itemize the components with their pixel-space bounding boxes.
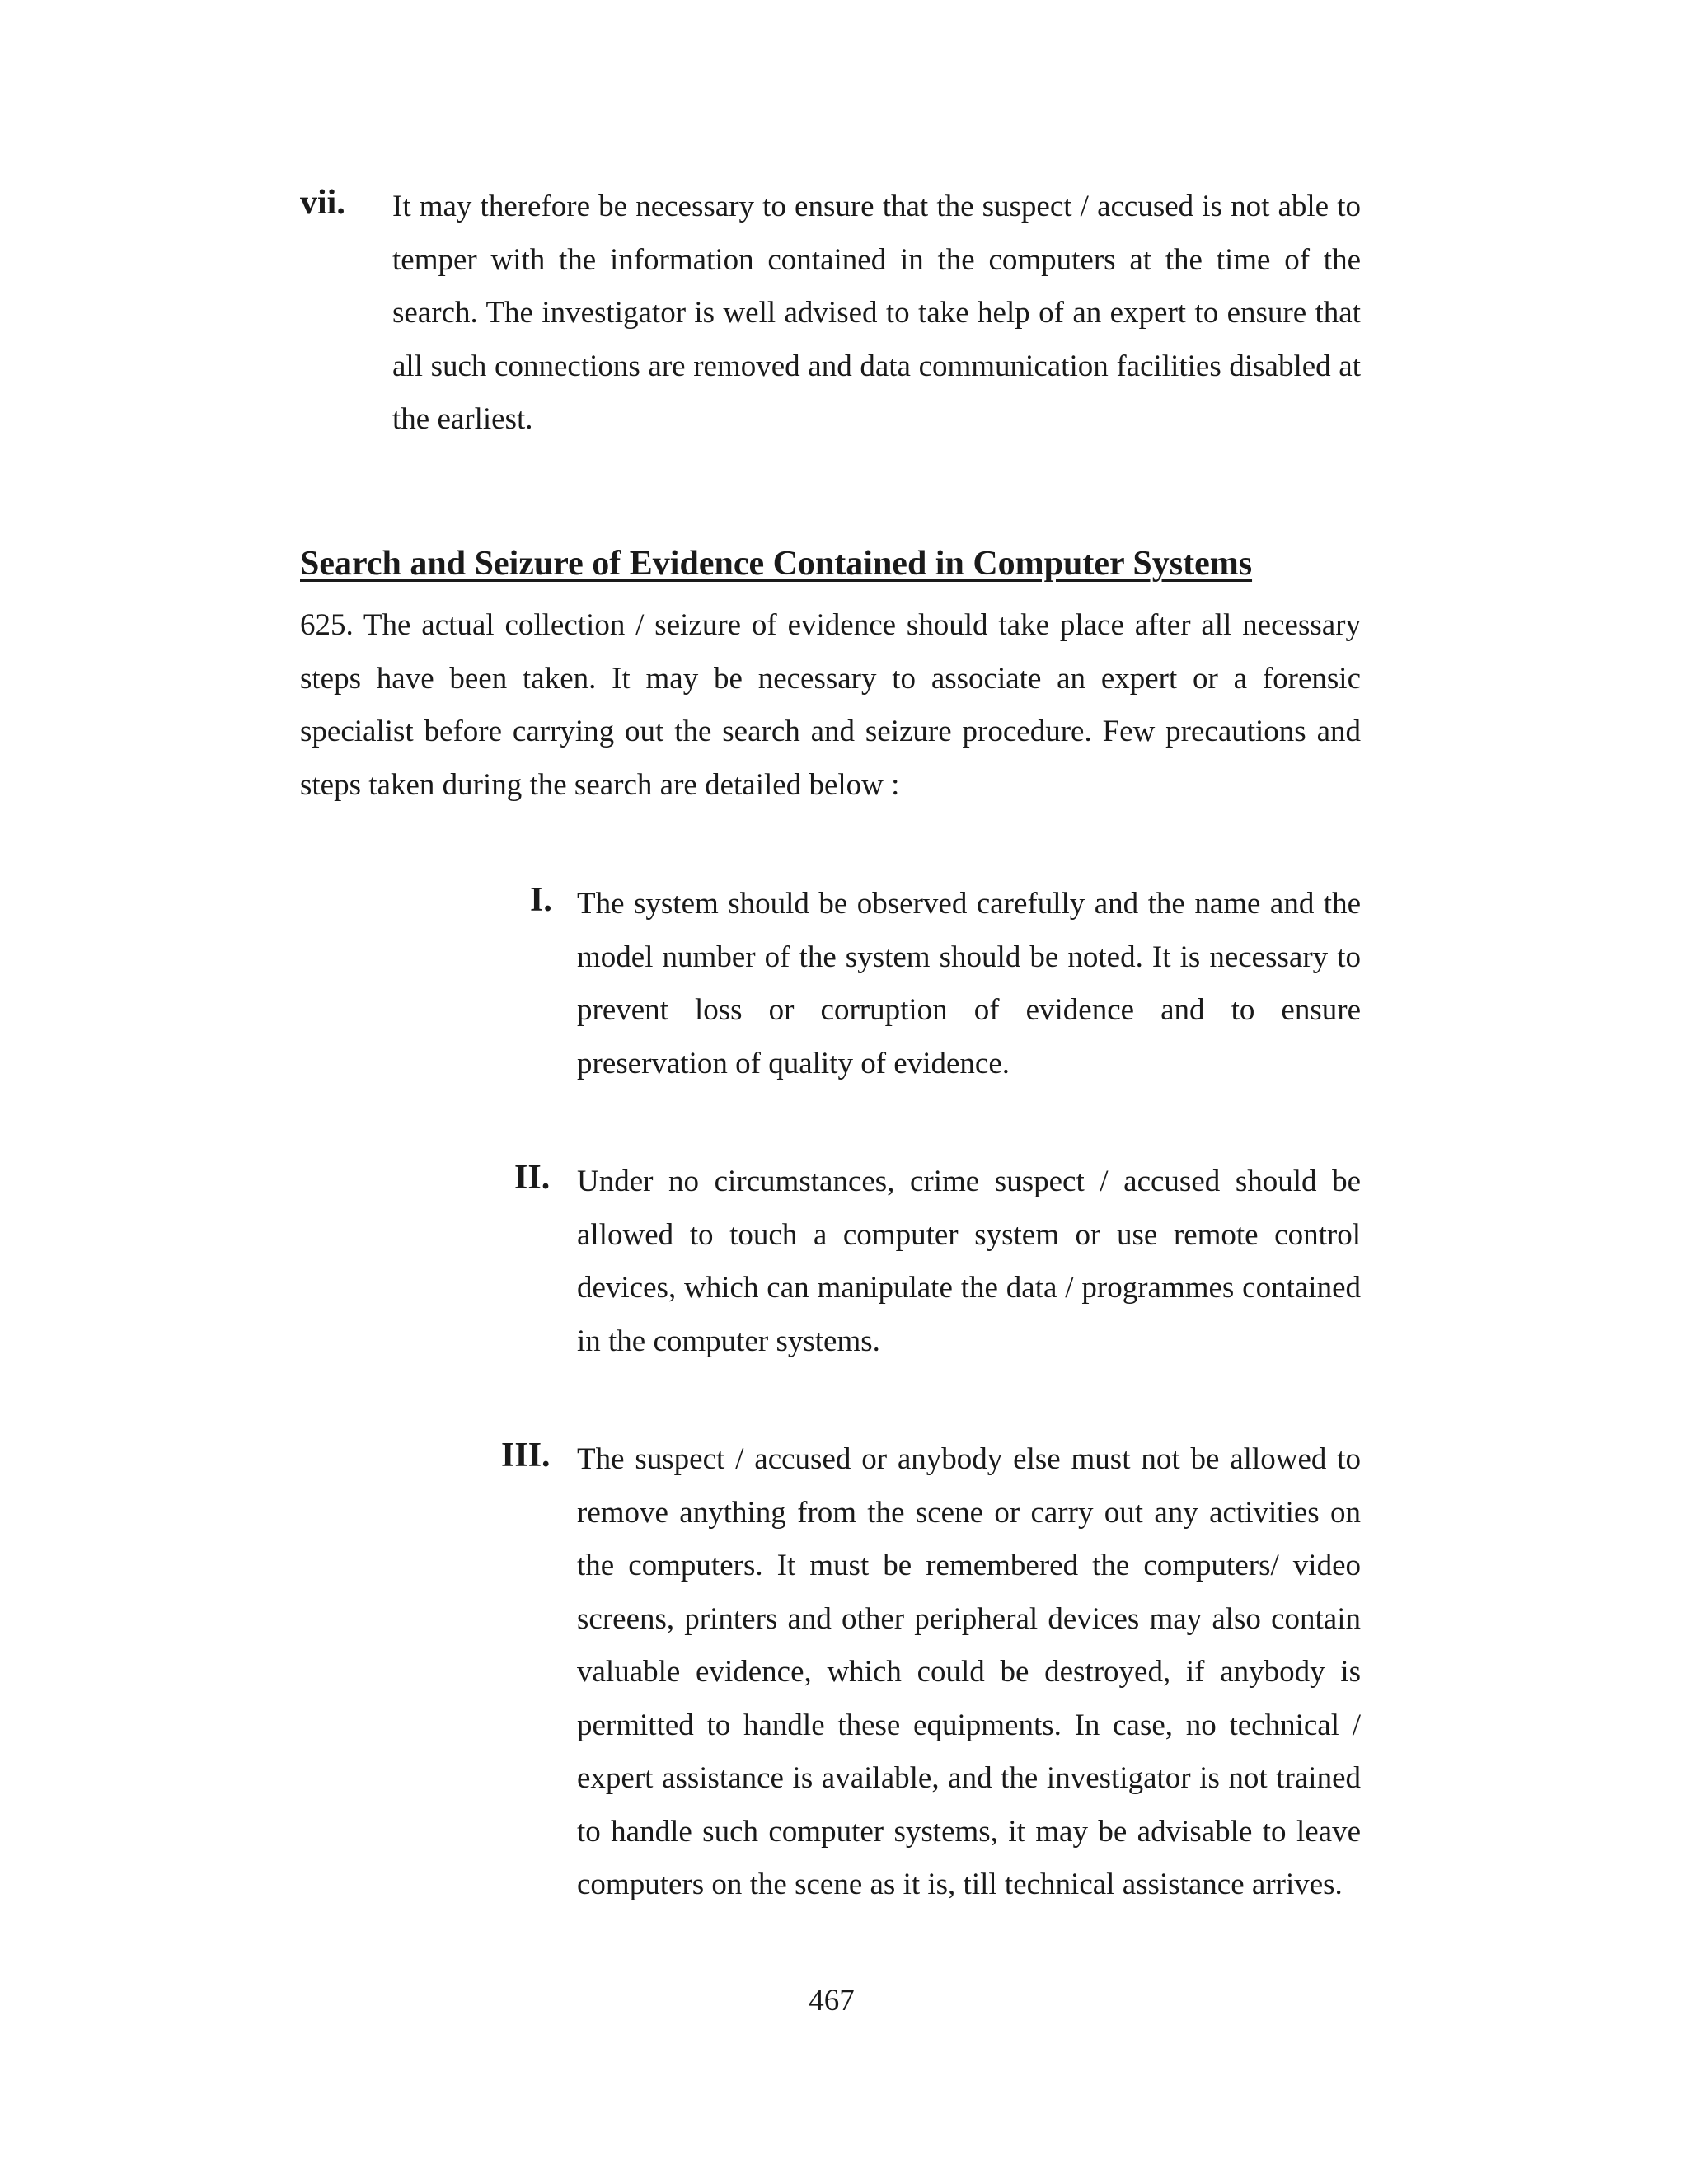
section-heading: Search and Seizure of Evidence Contained in Computer Systems xyxy=(300,545,1253,583)
list-item-I-text: The system should be observed carefully and the name and the model number of the system should be noted. It is necessary to prevent loss or corruption of evidence and to ensure preservation of quality of evidence. xyxy=(577,887,1361,1080)
list-marker-II: II. xyxy=(514,1159,551,1197)
paragraph-625: 625. The actual collection / seizure of evidence should take place after all necessary steps have been taken. It may be necessary to associate an expert or a forensic specialist before carrying out the search and seizure procedure. Few precautions and steps taken during the search are detailed below : xyxy=(300,608,1361,802)
list-marker-III: III. xyxy=(501,1436,551,1474)
page-number: 467 xyxy=(809,1984,855,2018)
list-item-III-text: The suspect / accused or anybody else must not be allowed to remove anything from the scene or carry out any activities on the computers. It must be remembered the computers/ video screens, printers and other peripheral devices may also contain valuable evidence, which could be destroyed, if anybody is permitted to handle these equipments. In case, no technical / expert assistance is available, and the investigator is not trained to handle such computer systems, it may be advisable to leave computers on the scene as it is, till technical assistance arrives. xyxy=(577,1442,1361,1901)
list-marker-I: I. xyxy=(530,881,552,919)
list-item-vii-text: It may therefore be necessary to ensure that the suspect / accused is not able to temper with the information contained in the computers at the time of the search. The investigator is well advised to take help of an expert to ensure that all such connections are removed and data communication facilities disabled at the earliest. xyxy=(392,190,1361,436)
list-item-II-text: Under no circumstances, crime suspect / accused should be allowed to touch a computer system or use remote control devices, which can manipulate the data / programmes contained in the computer systems. xyxy=(577,1165,1361,1358)
list-marker-vii: vii. xyxy=(300,184,345,222)
